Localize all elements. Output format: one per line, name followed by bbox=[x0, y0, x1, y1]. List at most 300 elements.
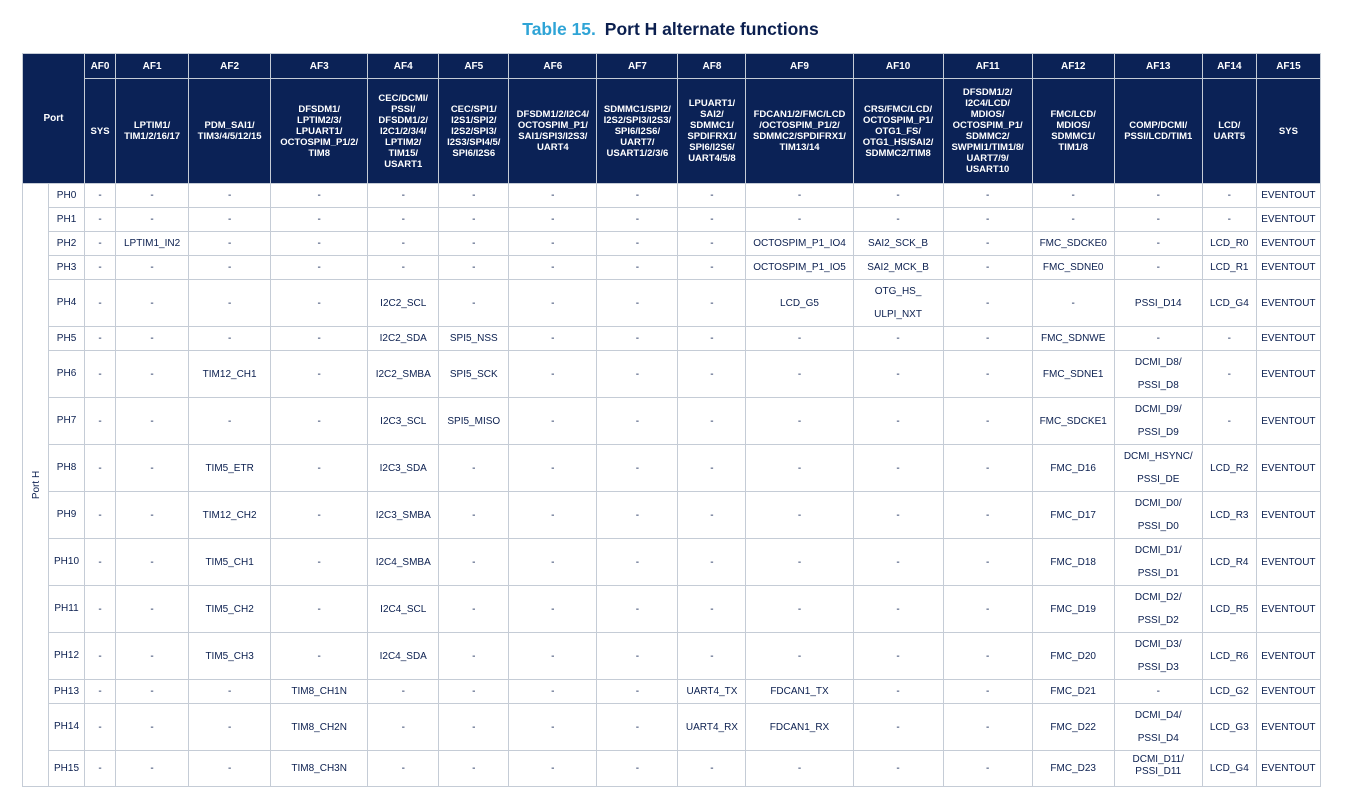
af-cell-text: FMC_D19 bbox=[1050, 603, 1096, 615]
af-cell-text: DCMI_HSYNC/ PSSI_DE bbox=[1123, 451, 1193, 485]
af-cell bbox=[853, 256, 943, 280]
af-cell-text: - bbox=[551, 686, 555, 697]
af-cell-text: - bbox=[551, 415, 555, 427]
af-cell bbox=[1202, 351, 1256, 398]
af-cell bbox=[271, 398, 368, 445]
af-cell bbox=[943, 256, 1032, 280]
af-cell-text: - bbox=[98, 333, 102, 344]
af-cell bbox=[1202, 492, 1256, 539]
af-cell bbox=[1032, 327, 1114, 351]
af-cell-text: - bbox=[985, 238, 990, 249]
af-cell bbox=[439, 586, 509, 633]
af-cell-text: - bbox=[896, 190, 900, 201]
af-cell-text: - bbox=[985, 556, 990, 568]
af-cell bbox=[509, 256, 597, 280]
function-header bbox=[1256, 79, 1320, 184]
af-cell-text: - bbox=[1071, 190, 1075, 201]
af-cell-text: - bbox=[797, 763, 802, 774]
af-cell-text: FMC_D20 bbox=[1050, 650, 1096, 662]
af-cell bbox=[853, 445, 943, 492]
af-cell bbox=[368, 586, 439, 633]
pin-name-cell: PH12 bbox=[49, 633, 85, 680]
af-cell bbox=[1202, 232, 1256, 256]
af-cell bbox=[189, 492, 271, 539]
af-cell bbox=[853, 208, 943, 232]
af-cell-text: FMC_D23 bbox=[1050, 763, 1096, 774]
af-cell-text: - bbox=[317, 238, 321, 249]
af-cell-text: FMC_SDNE1 bbox=[1042, 368, 1104, 380]
af-cell-text: DCMI_D1/ PSSI_D1 bbox=[1134, 545, 1182, 579]
af-cell-text: - bbox=[797, 650, 802, 662]
af-cell bbox=[439, 751, 509, 787]
function-header-text: FMC/LCD/ MDIOS/ SDMMC1/ TIM1/8 bbox=[1050, 109, 1096, 153]
af-cell bbox=[116, 232, 189, 256]
af-cell bbox=[1032, 539, 1114, 586]
af-cell bbox=[368, 751, 439, 787]
af-cell bbox=[368, 398, 439, 445]
af-cell-text: - bbox=[896, 603, 900, 615]
function-header-text: PDM_SAI1/ TIM3/4/5/12/15 bbox=[197, 120, 262, 142]
af-cell bbox=[943, 586, 1032, 633]
af-cell-text: FDCAN1_TX bbox=[770, 686, 829, 697]
function-header bbox=[746, 79, 853, 184]
af-cell-text: - bbox=[551, 238, 555, 249]
function-header bbox=[189, 79, 271, 184]
pin-name-cell: PH3 bbox=[49, 256, 85, 280]
af-cell bbox=[943, 208, 1032, 232]
af-cell-text: - bbox=[635, 462, 640, 474]
table-row bbox=[23, 680, 1321, 704]
af-cell-text: - bbox=[1156, 262, 1160, 273]
af-cell-text: - bbox=[551, 462, 555, 474]
af-cell bbox=[597, 208, 678, 232]
af-cell-text: EVENTOUT bbox=[1261, 650, 1316, 662]
pin-name-cell: PH2 bbox=[49, 232, 85, 256]
af-cell bbox=[116, 351, 189, 398]
af-cell-text: DCMI_D11/ PSSI_D11 bbox=[1132, 754, 1185, 777]
af-cell bbox=[368, 539, 439, 586]
af-cell bbox=[1202, 398, 1256, 445]
af-header: AF6 bbox=[509, 54, 597, 79]
af-cell bbox=[189, 704, 271, 751]
af-cell bbox=[116, 280, 189, 327]
af-cell-text: - bbox=[710, 214, 714, 225]
af-cell bbox=[509, 751, 597, 787]
af-cell bbox=[746, 539, 853, 586]
af-cell-text: - bbox=[472, 721, 476, 733]
af-cell bbox=[1256, 256, 1320, 280]
af-cell bbox=[116, 445, 189, 492]
af-cell bbox=[1256, 327, 1320, 351]
af-cell-text: EVENTOUT bbox=[1261, 603, 1316, 615]
function-header-text: LCD/ UART5 bbox=[1213, 120, 1246, 142]
af-cell-text: - bbox=[98, 368, 102, 380]
af-cell-text: - bbox=[551, 603, 555, 615]
af-cell-text: I2C2_SMBA bbox=[375, 368, 431, 380]
af-cell-text: - bbox=[635, 509, 640, 521]
af-cell-text: LPTIM1_IN2 bbox=[124, 238, 181, 249]
af-cell-text: - bbox=[985, 603, 990, 615]
af-cell bbox=[1114, 680, 1202, 704]
af-cell-text: - bbox=[1156, 190, 1160, 201]
port-group-cell bbox=[23, 184, 49, 787]
af-cell bbox=[746, 633, 853, 680]
af-cell-text: - bbox=[227, 214, 232, 225]
function-header bbox=[853, 79, 943, 184]
af-cell bbox=[85, 256, 116, 280]
af-cell bbox=[271, 633, 368, 680]
port-h-alternate-functions-table bbox=[22, 53, 1321, 787]
af-cell bbox=[746, 327, 853, 351]
af-cell-text: - bbox=[472, 297, 476, 309]
af-cell-text: FMC_SDCKE0 bbox=[1039, 238, 1107, 249]
af-cell-text: EVENTOUT bbox=[1261, 686, 1316, 697]
af-cell bbox=[439, 445, 509, 492]
af-cell-text: - bbox=[317, 333, 321, 344]
af-cell-text: DCMI_D3/ PSSI_D3 bbox=[1134, 639, 1182, 673]
af-cell bbox=[853, 680, 943, 704]
af-cell bbox=[271, 232, 368, 256]
af-cell bbox=[116, 704, 189, 751]
af-cell bbox=[368, 492, 439, 539]
af-cell-text: FMC_D22 bbox=[1050, 721, 1096, 733]
af-cell bbox=[439, 208, 509, 232]
af-cell bbox=[271, 351, 368, 398]
function-header bbox=[597, 79, 678, 184]
af-cell-text: - bbox=[797, 190, 802, 201]
af-cell-text: I2C4_SMBA bbox=[375, 556, 431, 568]
af-cell-text: - bbox=[710, 650, 714, 662]
af-cell bbox=[746, 208, 853, 232]
function-header-text: DFSDM1/ LPTIM2/3/ LPUART1/ OCTOSPIM_P1/2/ TIM8 bbox=[280, 103, 359, 159]
af-cell bbox=[597, 398, 678, 445]
af-cell bbox=[509, 586, 597, 633]
af-cell-text: DCMI_D4/ PSSI_D4 bbox=[1134, 710, 1182, 744]
af-cell bbox=[85, 184, 116, 208]
af-cell bbox=[597, 256, 678, 280]
table-number: Table 15. bbox=[522, 19, 596, 39]
af-cell bbox=[746, 445, 853, 492]
af-cell bbox=[746, 492, 853, 539]
af-cell bbox=[1032, 633, 1114, 680]
af-cell bbox=[271, 184, 368, 208]
af-cell bbox=[1114, 184, 1202, 208]
af-cell bbox=[678, 492, 746, 539]
af-cell-text: - bbox=[98, 509, 102, 521]
af-cell bbox=[509, 208, 597, 232]
af-cell bbox=[1202, 539, 1256, 586]
af-cell bbox=[189, 539, 271, 586]
af-cell bbox=[1256, 586, 1320, 633]
af-cell bbox=[368, 232, 439, 256]
af-cell bbox=[853, 539, 943, 586]
af-cell bbox=[597, 184, 678, 208]
af-cell-text: - bbox=[635, 214, 640, 225]
af-cell bbox=[746, 586, 853, 633]
function-header-text: FDCAN1/2/FMC/LCD /OCTOSPIM_P1/2/ SDMMC2/SPDIFRX1/ TIM13/14 bbox=[753, 109, 846, 153]
af-cell bbox=[597, 704, 678, 751]
af-cell-text: DCMI_D8/ PSSI_D8 bbox=[1134, 357, 1182, 391]
function-header bbox=[509, 79, 597, 184]
af-cell bbox=[189, 208, 271, 232]
af-cell bbox=[439, 280, 509, 327]
af-cell bbox=[678, 445, 746, 492]
af-cell bbox=[189, 633, 271, 680]
table-row bbox=[23, 280, 1321, 327]
af-cell bbox=[85, 398, 116, 445]
af-cell-text: - bbox=[472, 190, 476, 201]
af-cell-text: UART4_RX bbox=[685, 721, 738, 733]
table-row bbox=[23, 398, 1321, 445]
af-cell bbox=[746, 256, 853, 280]
af-cell-text: - bbox=[150, 650, 154, 662]
af-cell bbox=[678, 208, 746, 232]
af-cell-text: FMC_D18 bbox=[1050, 556, 1096, 568]
af-cell bbox=[678, 351, 746, 398]
af-cell-text: - bbox=[227, 763, 232, 774]
af-cell-text: - bbox=[635, 238, 640, 249]
af-cell bbox=[1256, 184, 1320, 208]
af-cell-text: - bbox=[551, 763, 555, 774]
af-cell bbox=[597, 633, 678, 680]
af-cell bbox=[678, 633, 746, 680]
af-cell-text: SPI5_NSS bbox=[449, 333, 498, 344]
af-cell bbox=[746, 351, 853, 398]
af-cell bbox=[597, 492, 678, 539]
af-cell bbox=[189, 184, 271, 208]
af-cell bbox=[1032, 184, 1114, 208]
af-cell bbox=[368, 445, 439, 492]
af-cell-text: LCD_R0 bbox=[1210, 238, 1249, 249]
af-header: AF15 bbox=[1256, 54, 1320, 79]
af-cell-text: - bbox=[317, 462, 321, 474]
af-cell bbox=[746, 184, 853, 208]
function-header bbox=[943, 79, 1032, 184]
af-cell-text: I2C3_SMBA bbox=[375, 509, 431, 521]
function-header bbox=[1032, 79, 1114, 184]
af-cell bbox=[1114, 280, 1202, 327]
af-cell bbox=[1032, 351, 1114, 398]
af-cell-text: - bbox=[150, 556, 154, 568]
af-cell-text: - bbox=[985, 368, 990, 380]
af-cell bbox=[439, 704, 509, 751]
af-cell-text: - bbox=[710, 603, 714, 615]
af-cell bbox=[509, 633, 597, 680]
af-cell bbox=[509, 232, 597, 256]
af-cell bbox=[271, 680, 368, 704]
af-cell bbox=[271, 751, 368, 787]
af-cell bbox=[116, 256, 189, 280]
af-cell bbox=[1032, 398, 1114, 445]
af-cell-text: - bbox=[896, 509, 900, 521]
af-cell-text: - bbox=[635, 415, 640, 427]
af-cell-text: - bbox=[98, 297, 102, 309]
af-cell bbox=[116, 751, 189, 787]
af-cell bbox=[116, 184, 189, 208]
af-cell bbox=[509, 327, 597, 351]
af-cell-text: LCD_R4 bbox=[1210, 556, 1249, 568]
af-cell-text: - bbox=[1227, 368, 1231, 380]
table-row bbox=[23, 184, 1321, 208]
port-header: Port bbox=[23, 54, 85, 184]
af-cell-text: - bbox=[472, 262, 476, 273]
af-cell bbox=[1202, 704, 1256, 751]
af-cell-text: - bbox=[635, 297, 640, 309]
af-cell-text: - bbox=[98, 415, 102, 427]
af-cell bbox=[271, 327, 368, 351]
af-cell bbox=[271, 704, 368, 751]
af-cell bbox=[678, 184, 746, 208]
pin-name-cell: PH1 bbox=[49, 208, 85, 232]
af-cell bbox=[853, 280, 943, 327]
af-cell-text: - bbox=[317, 190, 321, 201]
af-cell-text: - bbox=[150, 190, 154, 201]
af-cell bbox=[271, 256, 368, 280]
af-cell bbox=[1256, 208, 1320, 232]
table-caption bbox=[0, 19, 1341, 40]
af-cell bbox=[1114, 256, 1202, 280]
af-cell-text: - bbox=[551, 556, 555, 568]
af-cell bbox=[1256, 280, 1320, 327]
af-cell bbox=[678, 751, 746, 787]
af-cell-text: FMC_SDCKE1 bbox=[1039, 415, 1107, 427]
af-cell-text: - bbox=[797, 556, 802, 568]
af-cell-text: - bbox=[551, 333, 555, 344]
af-cell-text: - bbox=[985, 415, 990, 427]
af-cell bbox=[853, 398, 943, 445]
af-cell-text: - bbox=[985, 297, 990, 309]
af-cell-text: - bbox=[1156, 686, 1160, 697]
af-cell bbox=[368, 351, 439, 398]
af-cell-text: - bbox=[401, 214, 405, 225]
af-cell-text: - bbox=[150, 509, 154, 521]
af-cell-text: - bbox=[710, 509, 714, 521]
af-cell-text: FMC_SDNWE bbox=[1040, 333, 1106, 344]
af-cell bbox=[1114, 351, 1202, 398]
af-cell bbox=[1032, 280, 1114, 327]
af-cell bbox=[116, 539, 189, 586]
af-cell bbox=[1256, 680, 1320, 704]
af-cell bbox=[678, 586, 746, 633]
af-cell bbox=[85, 492, 116, 539]
af-cell bbox=[189, 351, 271, 398]
af-cell bbox=[368, 680, 439, 704]
af-cell bbox=[853, 184, 943, 208]
pin-name-cell: PH11 bbox=[49, 586, 85, 633]
function-header-text: LPTIM1/ TIM1/2/16/17 bbox=[124, 120, 181, 142]
af-cell-text: UART4_TX bbox=[686, 686, 738, 697]
af-cell-text: - bbox=[98, 650, 102, 662]
af-cell-text: - bbox=[635, 556, 640, 568]
table-row bbox=[23, 208, 1321, 232]
table-row bbox=[23, 445, 1321, 492]
af-cell bbox=[1256, 704, 1320, 751]
af-cell bbox=[509, 492, 597, 539]
af-cell bbox=[1032, 445, 1114, 492]
af-cell-text: OTG_HS_ ULPI_NXT bbox=[874, 286, 922, 320]
af-cell-text: - bbox=[551, 297, 555, 309]
af-cell-text: - bbox=[317, 650, 321, 662]
af-cell bbox=[943, 539, 1032, 586]
af-cell bbox=[1202, 256, 1256, 280]
af-cell-text: - bbox=[797, 368, 802, 380]
af-cell bbox=[943, 184, 1032, 208]
af-cell bbox=[116, 680, 189, 704]
af-cell bbox=[678, 280, 746, 327]
function-header bbox=[1202, 79, 1256, 184]
af-cell-text: - bbox=[896, 763, 900, 774]
af-cell-text: TIM5_ETR bbox=[205, 462, 254, 474]
af-cell bbox=[1114, 208, 1202, 232]
af-cell bbox=[1114, 232, 1202, 256]
af-cell-text: - bbox=[98, 190, 102, 201]
af-cell bbox=[85, 327, 116, 351]
af-cell-text: - bbox=[472, 763, 476, 774]
function-header-text: LPUART1/ SAI2/ SDMMC1/ SPDIFRX1/ SPI6/I2S6/ UART4/5/8 bbox=[687, 98, 737, 164]
af-cell bbox=[943, 280, 1032, 327]
af-cell-text: - bbox=[710, 462, 714, 474]
af-cell bbox=[1114, 327, 1202, 351]
af-cell-text: FMC_D21 bbox=[1050, 686, 1096, 697]
af-cell-text: EVENTOUT bbox=[1261, 238, 1316, 249]
pin-name-cell: PH13 bbox=[49, 680, 85, 704]
function-header-text: SYS bbox=[1278, 125, 1298, 137]
af-cell-text: - bbox=[635, 368, 640, 380]
af-cell bbox=[116, 586, 189, 633]
af-cell bbox=[678, 256, 746, 280]
function-header-text: CEC/SPI1/ I2S1/SPI2/ I2S2/SPI3/ I2S3/SPI4/5/ SPI6/I2S6 bbox=[447, 103, 501, 159]
function-header bbox=[678, 79, 746, 184]
af-cell-text: - bbox=[985, 686, 990, 697]
af-cell bbox=[189, 327, 271, 351]
af-cell bbox=[271, 492, 368, 539]
af-header: AF9 bbox=[746, 54, 853, 79]
af-cell-text: - bbox=[985, 509, 990, 521]
table-row bbox=[23, 232, 1321, 256]
af-cell bbox=[439, 351, 509, 398]
af-cell bbox=[943, 492, 1032, 539]
af-cell bbox=[189, 398, 271, 445]
af-cell bbox=[368, 633, 439, 680]
af-cell bbox=[853, 232, 943, 256]
af-cell bbox=[1032, 586, 1114, 633]
af-cell-text: LCD_G3 bbox=[1209, 721, 1249, 733]
af-cell-text: - bbox=[896, 650, 900, 662]
af-cell-text: - bbox=[710, 333, 714, 344]
af-cell-text: - bbox=[317, 415, 321, 427]
table-title: Port H alternate functions bbox=[604, 19, 819, 39]
af-cell bbox=[189, 232, 271, 256]
af-cell bbox=[853, 633, 943, 680]
af-cell-text: - bbox=[635, 721, 640, 733]
af-cell bbox=[1114, 492, 1202, 539]
af-cell-text: LCD_R1 bbox=[1210, 262, 1249, 273]
af-cell bbox=[1256, 398, 1320, 445]
af-cell-text: - bbox=[710, 297, 714, 309]
af-cell-text: - bbox=[472, 462, 476, 474]
af-cell-text: - bbox=[401, 262, 405, 273]
af-cell-text: - bbox=[551, 650, 555, 662]
af-cell-text: EVENTOUT bbox=[1261, 509, 1316, 521]
function-header-text: CEC/DCMI/ PSSI/ DFSDM1/2/ I2C1/2/3/4/ LPTIM2/ TIM15/ USART1 bbox=[378, 92, 429, 170]
table-row bbox=[23, 327, 1321, 351]
af-cell bbox=[85, 351, 116, 398]
function-header-text: SDMMC1/SPI2/ I2S2/SPI3/I2S3/ SPI6/I2S6/ UART7/ USART1/2/3/6 bbox=[603, 103, 672, 159]
af-cell bbox=[368, 280, 439, 327]
function-header-text: DFSDM1/2/I2C4/ OCTOSPIM_P1/ SAI1/SPI3/I2S3/ UART4 bbox=[516, 109, 589, 153]
af-header: AF8 bbox=[678, 54, 746, 79]
af-cell bbox=[271, 586, 368, 633]
